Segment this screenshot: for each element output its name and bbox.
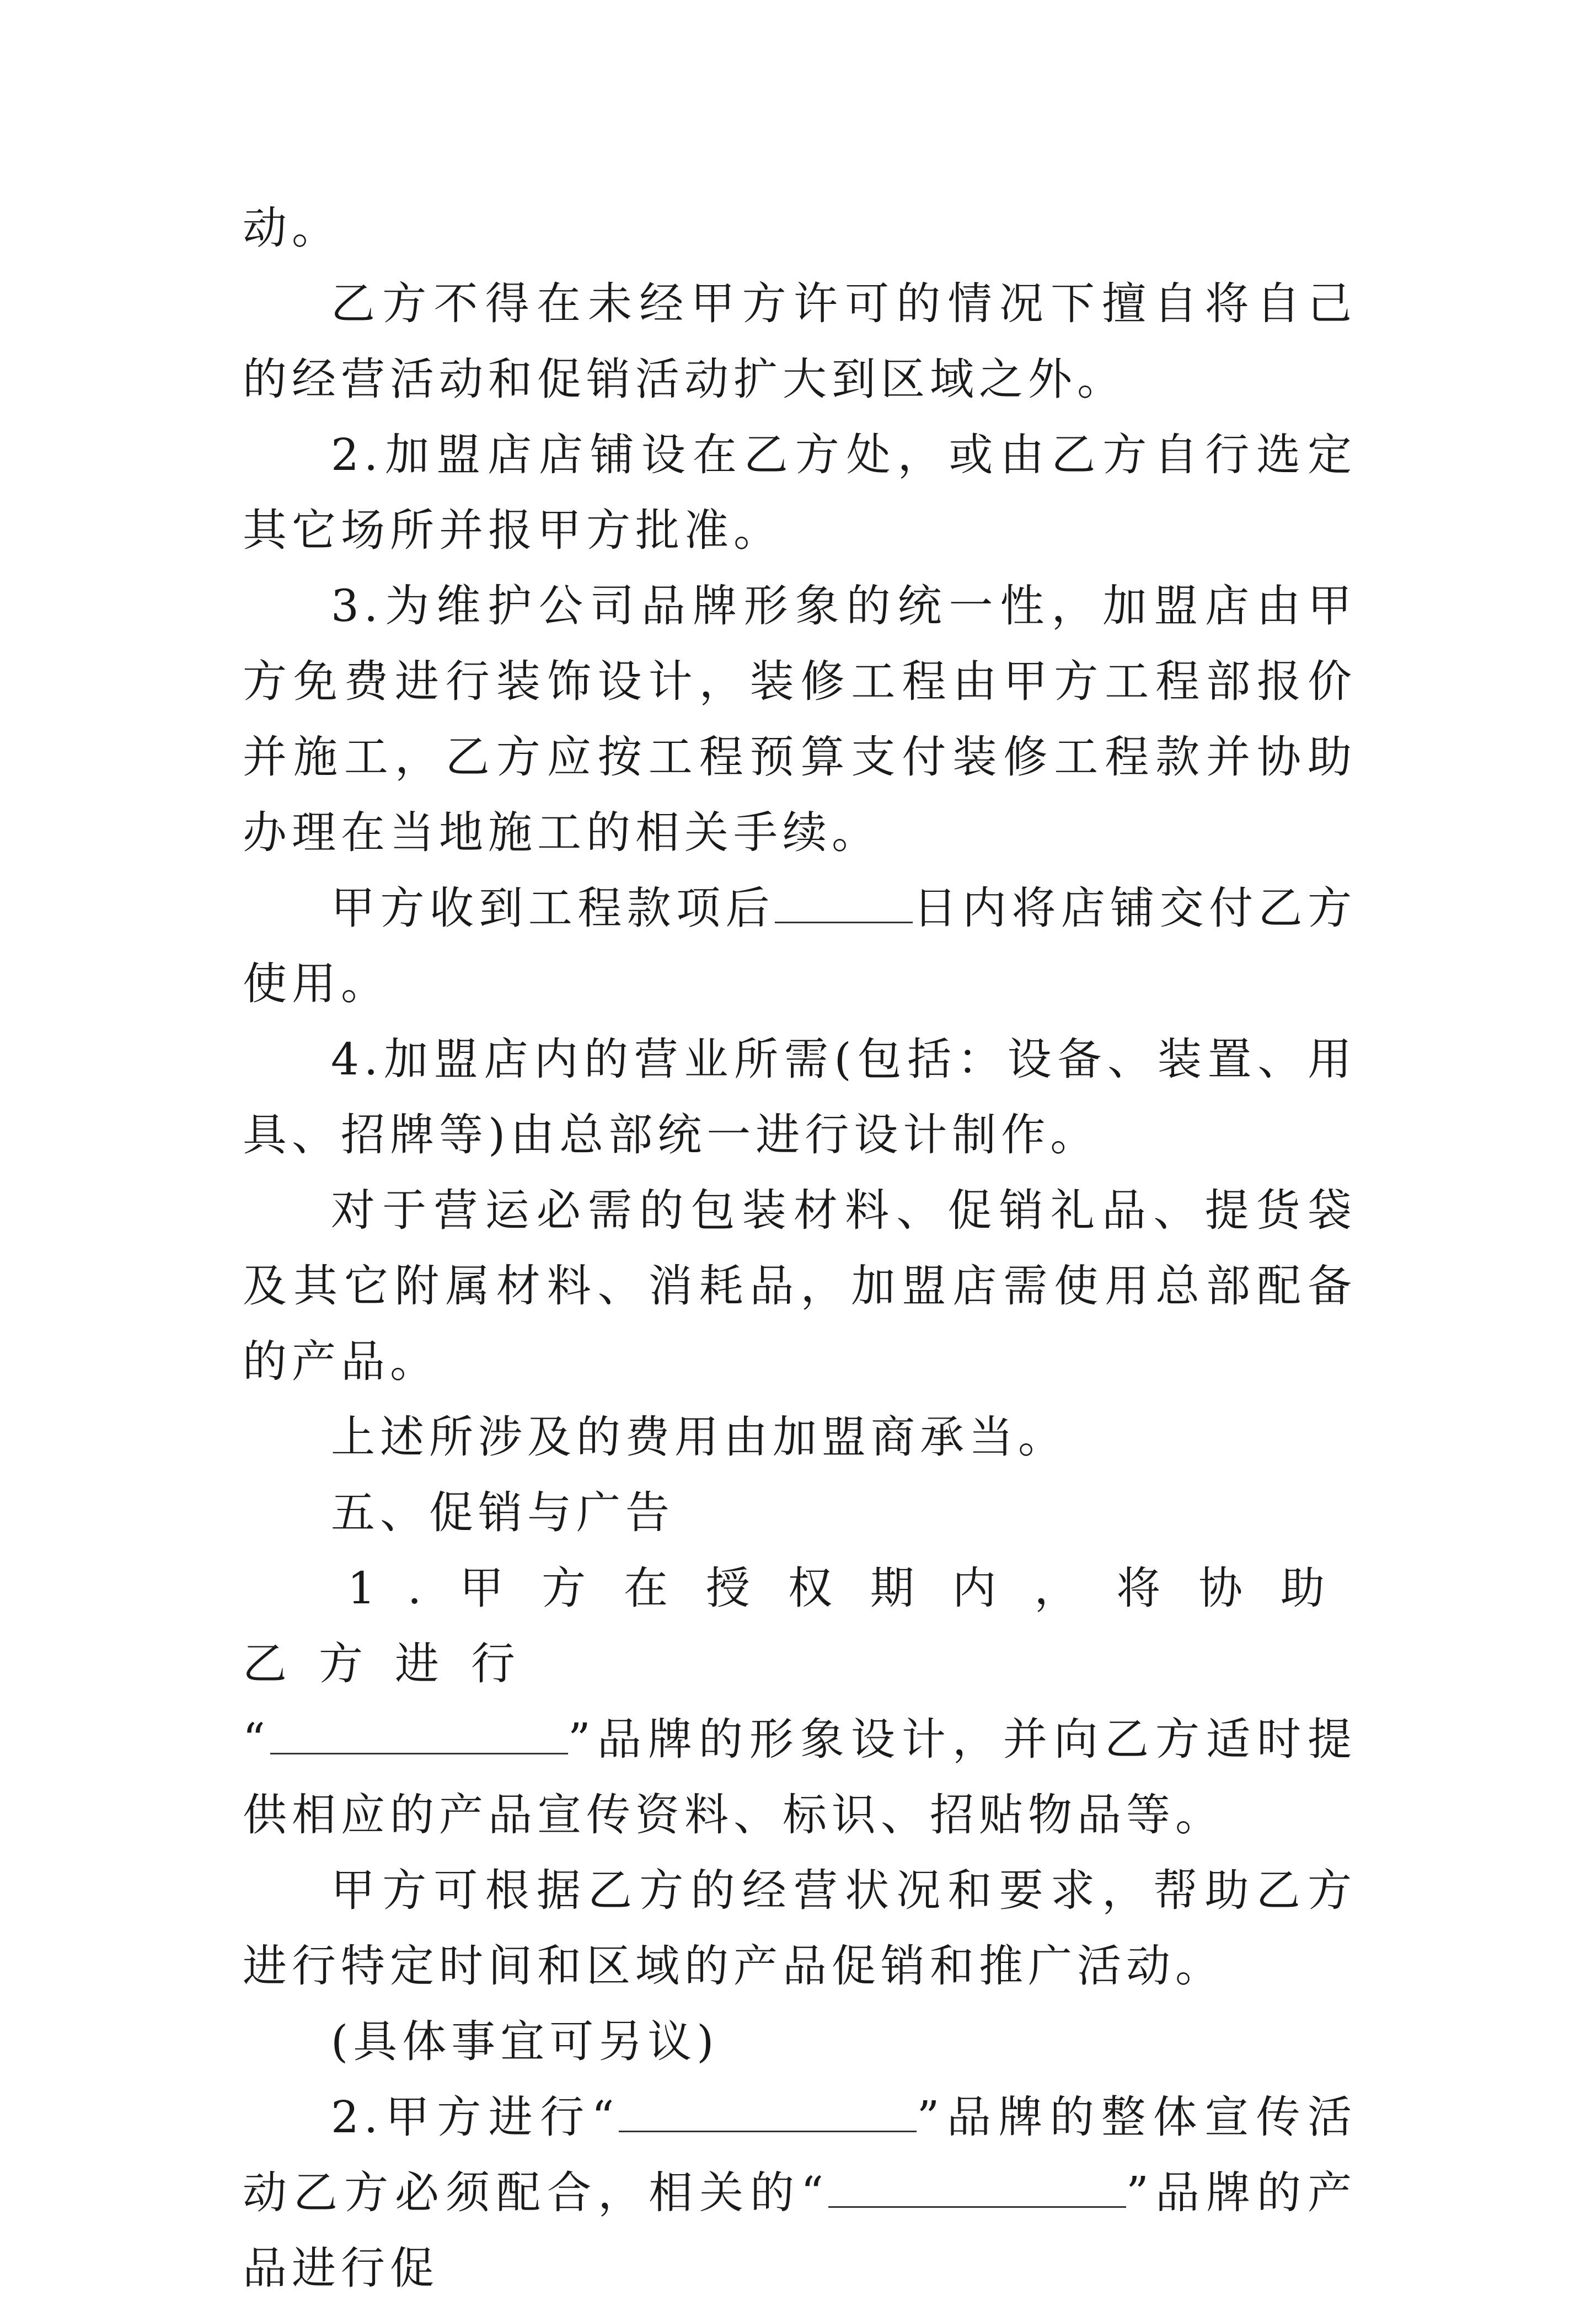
- clause-4-equipment: 4.加盟店内的营业所需(包括：设备、装置、用具、招牌等)由总部统一进行设计制作。: [243, 1034, 1357, 1160]
- paragraph-continuation: 动。: [243, 202, 341, 254]
- clause-5-1-image-design: [243, 1550, 1357, 1853]
- paragraph-packaging: 对于营运必需的包装材料、促销礼品、提货袋及其它附属材料、消耗品，加盟店需使用总部配备的产品。: [243, 1185, 1357, 1387]
- clause-5-1-line1: 1.甲方在授权期内，将协助乙方进行: [243, 1563, 1357, 1689]
- clause-5-2-before: 2.甲方进行“: [331, 2091, 619, 2143]
- paragraph-promotion-help: 甲方可根据乙方的经营状况和要求，帮助乙方进行特定时间和区域的产品促销和推广活动。: [243, 1865, 1357, 1992]
- brand-name-blank-1[interactable]: [270, 1720, 568, 1754]
- paragraph-delivery-days: [243, 870, 1357, 1021]
- delivery-text-after: 日内将店铺交付乙方使用。: [243, 882, 1357, 1009]
- section-5-heading: 五、促销与广告: [331, 1487, 674, 1538]
- clause-2-store-location: 2.加盟店店铺设在乙方处，或由乙方自行选定其它场所并报甲方批准。: [243, 429, 1357, 556]
- paragraph-costs: 上述所涉及的费用由加盟商承当。: [331, 1411, 1067, 1463]
- brand-name-blank-2[interactable]: [619, 2098, 917, 2132]
- clause-5-2-brand-campaign: [243, 2079, 1357, 2306]
- document-body: [243, 190, 1357, 2306]
- clause-5-2-middle: ”品牌的整体宣传活动乙方必须配合，相关的“: [243, 2091, 1357, 2218]
- clause-5-2-after: ”品牌的产品进行促: [243, 2167, 1357, 2294]
- paragraph-region-restriction: 乙方不得在未经甲方许可的情况下擅自将自己的经营活动和促销活动扩大到区域之外。: [243, 278, 1357, 405]
- paragraph-negotiable: (具体事宜可另议): [331, 2016, 719, 2067]
- clause-5-1-rest: ”品牌的形象设计，并向乙方适时提供相应的产品宣传资料、标识、招贴物品等。: [243, 1714, 1357, 1840]
- clause-3-decoration: 3.为维护公司品牌形象的统一性，加盟店由甲方免费进行装饰设计，装修工程由甲方工程部报价并施工，乙方应按工程预算支付装修工程款并协助办理在当地施工的相关手续。: [243, 580, 1357, 858]
- brand-name-blank-3[interactable]: [828, 2173, 1126, 2208]
- days-blank-field[interactable]: [775, 889, 913, 923]
- open-quote: “: [243, 1714, 270, 1765]
- delivery-text-before: 甲方收到工程款项后: [331, 882, 775, 934]
